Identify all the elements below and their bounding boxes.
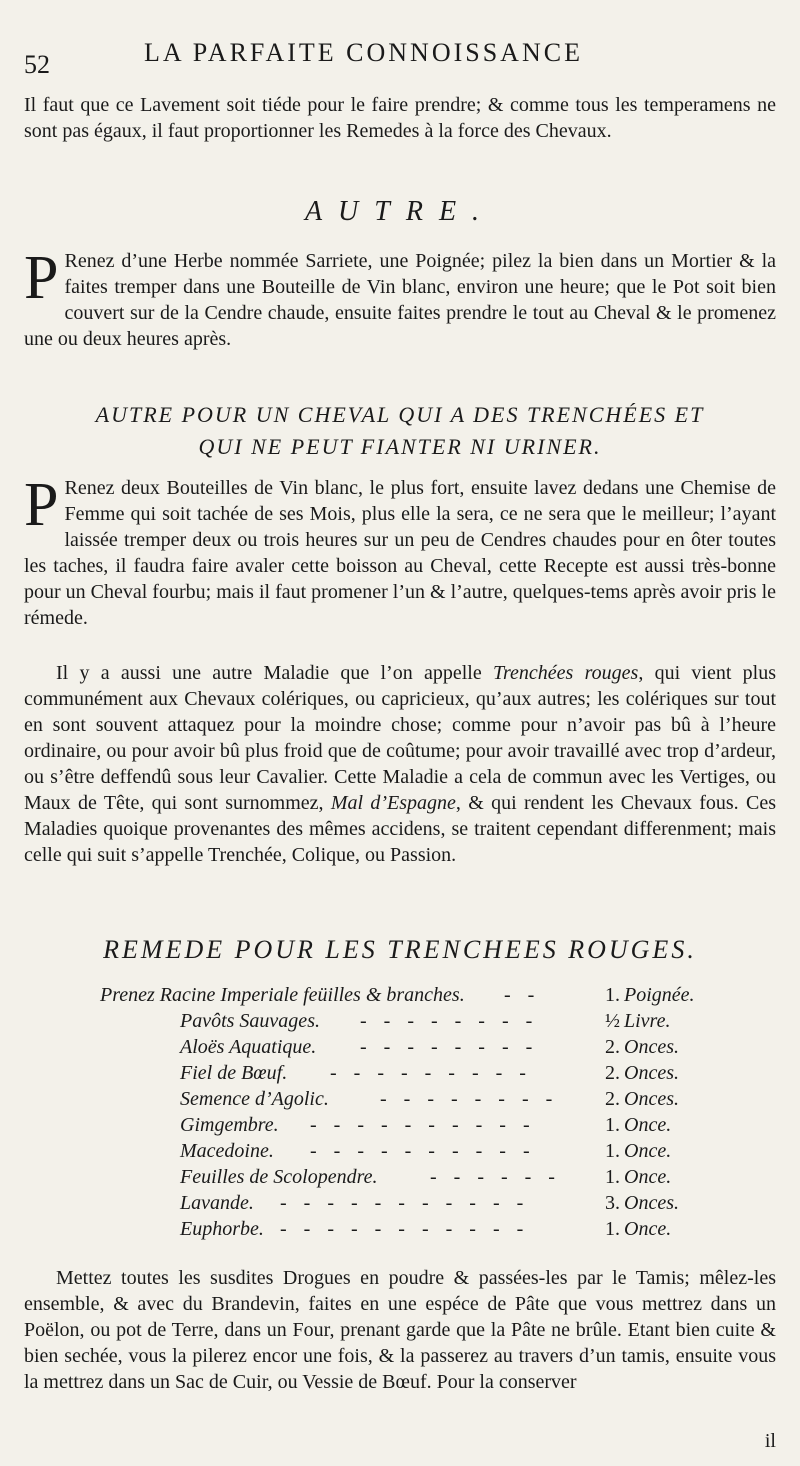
leader-dashes: - - - - - - - - [380, 1088, 559, 1110]
recipe-row [100, 1088, 800, 1114]
leader-dashes: - - - - - - - - - - - [280, 1192, 530, 1214]
leader-dashes: - - - - - - - - - - [310, 1140, 536, 1162]
ingredient-name: Pavôts Sauvages. [180, 1010, 320, 1032]
italic-term: Trenchées rouges [492, 662, 639, 684]
ingredient-unit: Once. [624, 1140, 672, 1162]
ingredient-unit: Once. [624, 1166, 672, 1188]
heading-remede: REMEDE POUR LES TRENCHEES ROUGES. [103, 935, 697, 964]
text-run: Il y a aussi une autre Maladie que l’on appelle [56, 662, 493, 684]
ingredient-name: Lavande. [180, 1192, 254, 1214]
ingredient-name: Gimgembre. [180, 1114, 279, 1136]
ingredient-quantity: ½ [605, 1010, 620, 1032]
page-number: 52 [24, 50, 50, 79]
paragraph-preparation: Mettez toutes les susdites Drogues en poudre & passées-les par le Tamis; mêlez-les ensemble, & avec du Brandevin, faites en une espéce de Pâte que vous mettrez dans un Poëlon, ou pot de Terre, dans un Four, prenant garde que la Pâte ne brûle. Etant bien cuite & bien sechée, vous la pilerez encor une fois, & la passerez au travers d’un tamis, ensuite vous la mettrez dans un Sac de Cuir, ou Vessie de Bœuf. Pour la conserver [24, 1267, 776, 1393]
ingredient-quantity: 1. [605, 1166, 620, 1188]
ingredient-name: Semence d’Agolic. [180, 1088, 329, 1110]
ingredient-unit: Onces. [624, 1062, 679, 1084]
ingredient-unit: Onces. [624, 1036, 679, 1058]
leader-dashes: - - - - - - - - [360, 1010, 539, 1032]
recipe-row [100, 1166, 800, 1192]
leader-dashes: - - - - - - - - [360, 1036, 539, 1058]
drop-cap: P [24, 244, 59, 312]
paragraph-lavement: Il faut que ce Lavement soit tiéde pour le faire prendre; & comme tous les temperamens ne sont pas égaux, il faut proportionner les Remedes à la force des Chevaux. [24, 94, 776, 142]
recipe-row [100, 1010, 800, 1036]
ingredient-unit: Livre. [624, 1010, 671, 1032]
recipe-row [100, 1140, 800, 1166]
ingredient-name: Aloës Aquatique. [180, 1036, 317, 1058]
heading-trenchee-line1: AUTRE POUR UN CHEVAL QUI A DES TRENCHÉES ET [95, 402, 705, 427]
catchword: il [764, 1430, 776, 1452]
leader-dashes: - - [504, 984, 541, 1006]
ingredient-unit: Poignée. [624, 984, 695, 1006]
ingredient-quantity: 3. [605, 1192, 620, 1214]
recipe-row [100, 1218, 800, 1244]
ingredient-name: Macedoine. [180, 1140, 274, 1162]
ingredient-quantity: 2. [605, 1062, 620, 1084]
leader-dashes: - - - - - - [430, 1166, 561, 1188]
italic-term: Mal d’Espagne [330, 792, 456, 814]
recipe-row [100, 984, 800, 1010]
leader-dashes: - - - - - - - - - [330, 1062, 532, 1084]
text-run: , qui vient plus communément aux Chevaux colériques, ou capricieux, qu’aux autres; les colériques sur tout en sont souvent attaquez pour la moindre chose; comme pour n’avoir pas bû à l’heure ordinaire, ou pour avoir bû plus froid que de coûtume; pour avoir travaillé avec trop d’ardeur, ou s’être deffendû sous leur Cavalier. Cette Maladie a cela de commun avec les Vertiges, ou Maux de Tête, qui sont surnommez, [24, 662, 776, 814]
paragraph-vin-blanc [24, 471, 777, 631]
text-run: , & qui rendent les Chevaux fous. Ces Maladies quoique provenantes des mêmes accidens, se traitent cependant differenment; mais celle qui suit s’appelle Trenchée, Colique, ou Passion. [24, 792, 776, 866]
recipe-row [100, 1114, 800, 1140]
ingredient-name: Feuilles de Scolopendre. [180, 1166, 378, 1188]
recipe-row [100, 1192, 800, 1218]
paragraph-trenchees-rouges [24, 660, 776, 868]
running-title: LA PARFAITE CONNOISSANCE [144, 38, 583, 67]
ingredient-name: Prenez Racine Imperiale feüilles & branches. [100, 984, 465, 1006]
paragraph-text: Renez deux Bouteilles de Vin blanc, le plus fort, ensuite lavez dedans une Chemise de Femme qui soit tachée de ses Mois, plus elle la sera, ce ne sera que le meilleur; l’ayant laissée tremper deux ou trois heures sur un peu de Cendres chaudes pour en ôter toutes les taches, il faudra faire avaler cette boisson au Cheval, cette Recepte est aussi très-bonne pour un Cheval fourbu; mais il faut promener l’un & l’autre, quelques-tems après avoir pris le rémede. [24, 477, 777, 629]
recipe-row [100, 1036, 800, 1062]
drop-cap: P [24, 471, 59, 539]
recipe-row [100, 1062, 800, 1088]
heading-autre: AUTRE. [304, 196, 496, 227]
leader-dashes: - - - - - - - - - - - [280, 1218, 530, 1240]
ingredient-quantity: 1. [605, 984, 620, 1006]
paragraph-text: Renez d’une Herbe nommée Sarriete, une Poignée; pilez la bien dans un Mortier & la faites tremper dans une Bouteille de Vin blanc, environ une heure; que le Pot soit bien couvert sur de la Cendre chaude, ensuite faites prendre le tout au Cheval & le promenez une ou deux heures après. [24, 250, 776, 350]
ingredient-quantity: 1. [605, 1140, 620, 1162]
page-header [24, 38, 780, 78]
ingredient-unit: Onces. [624, 1192, 679, 1214]
ingredient-unit: Once. [624, 1114, 672, 1136]
ingredient-name: Euphorbe. [180, 1218, 264, 1240]
ingredient-quantity: 1. [605, 1218, 620, 1240]
ingredient-unit: Onces. [624, 1088, 679, 1110]
ingredient-quantity: 2. [605, 1036, 620, 1058]
ingredient-quantity: 1. [605, 1114, 620, 1136]
paragraph-sarriete [24, 244, 776, 352]
heading-trenchee-line2: QUI NE PEUT FIANTER NI URINER. [198, 434, 602, 459]
ingredient-unit: Once. [624, 1218, 672, 1240]
ingredient-name: Fiel de Bœuf. [180, 1062, 288, 1084]
recipe-list [100, 984, 800, 1244]
ingredient-quantity: 2. [605, 1088, 620, 1110]
leader-dashes: - - - - - - - - - - [310, 1114, 536, 1136]
